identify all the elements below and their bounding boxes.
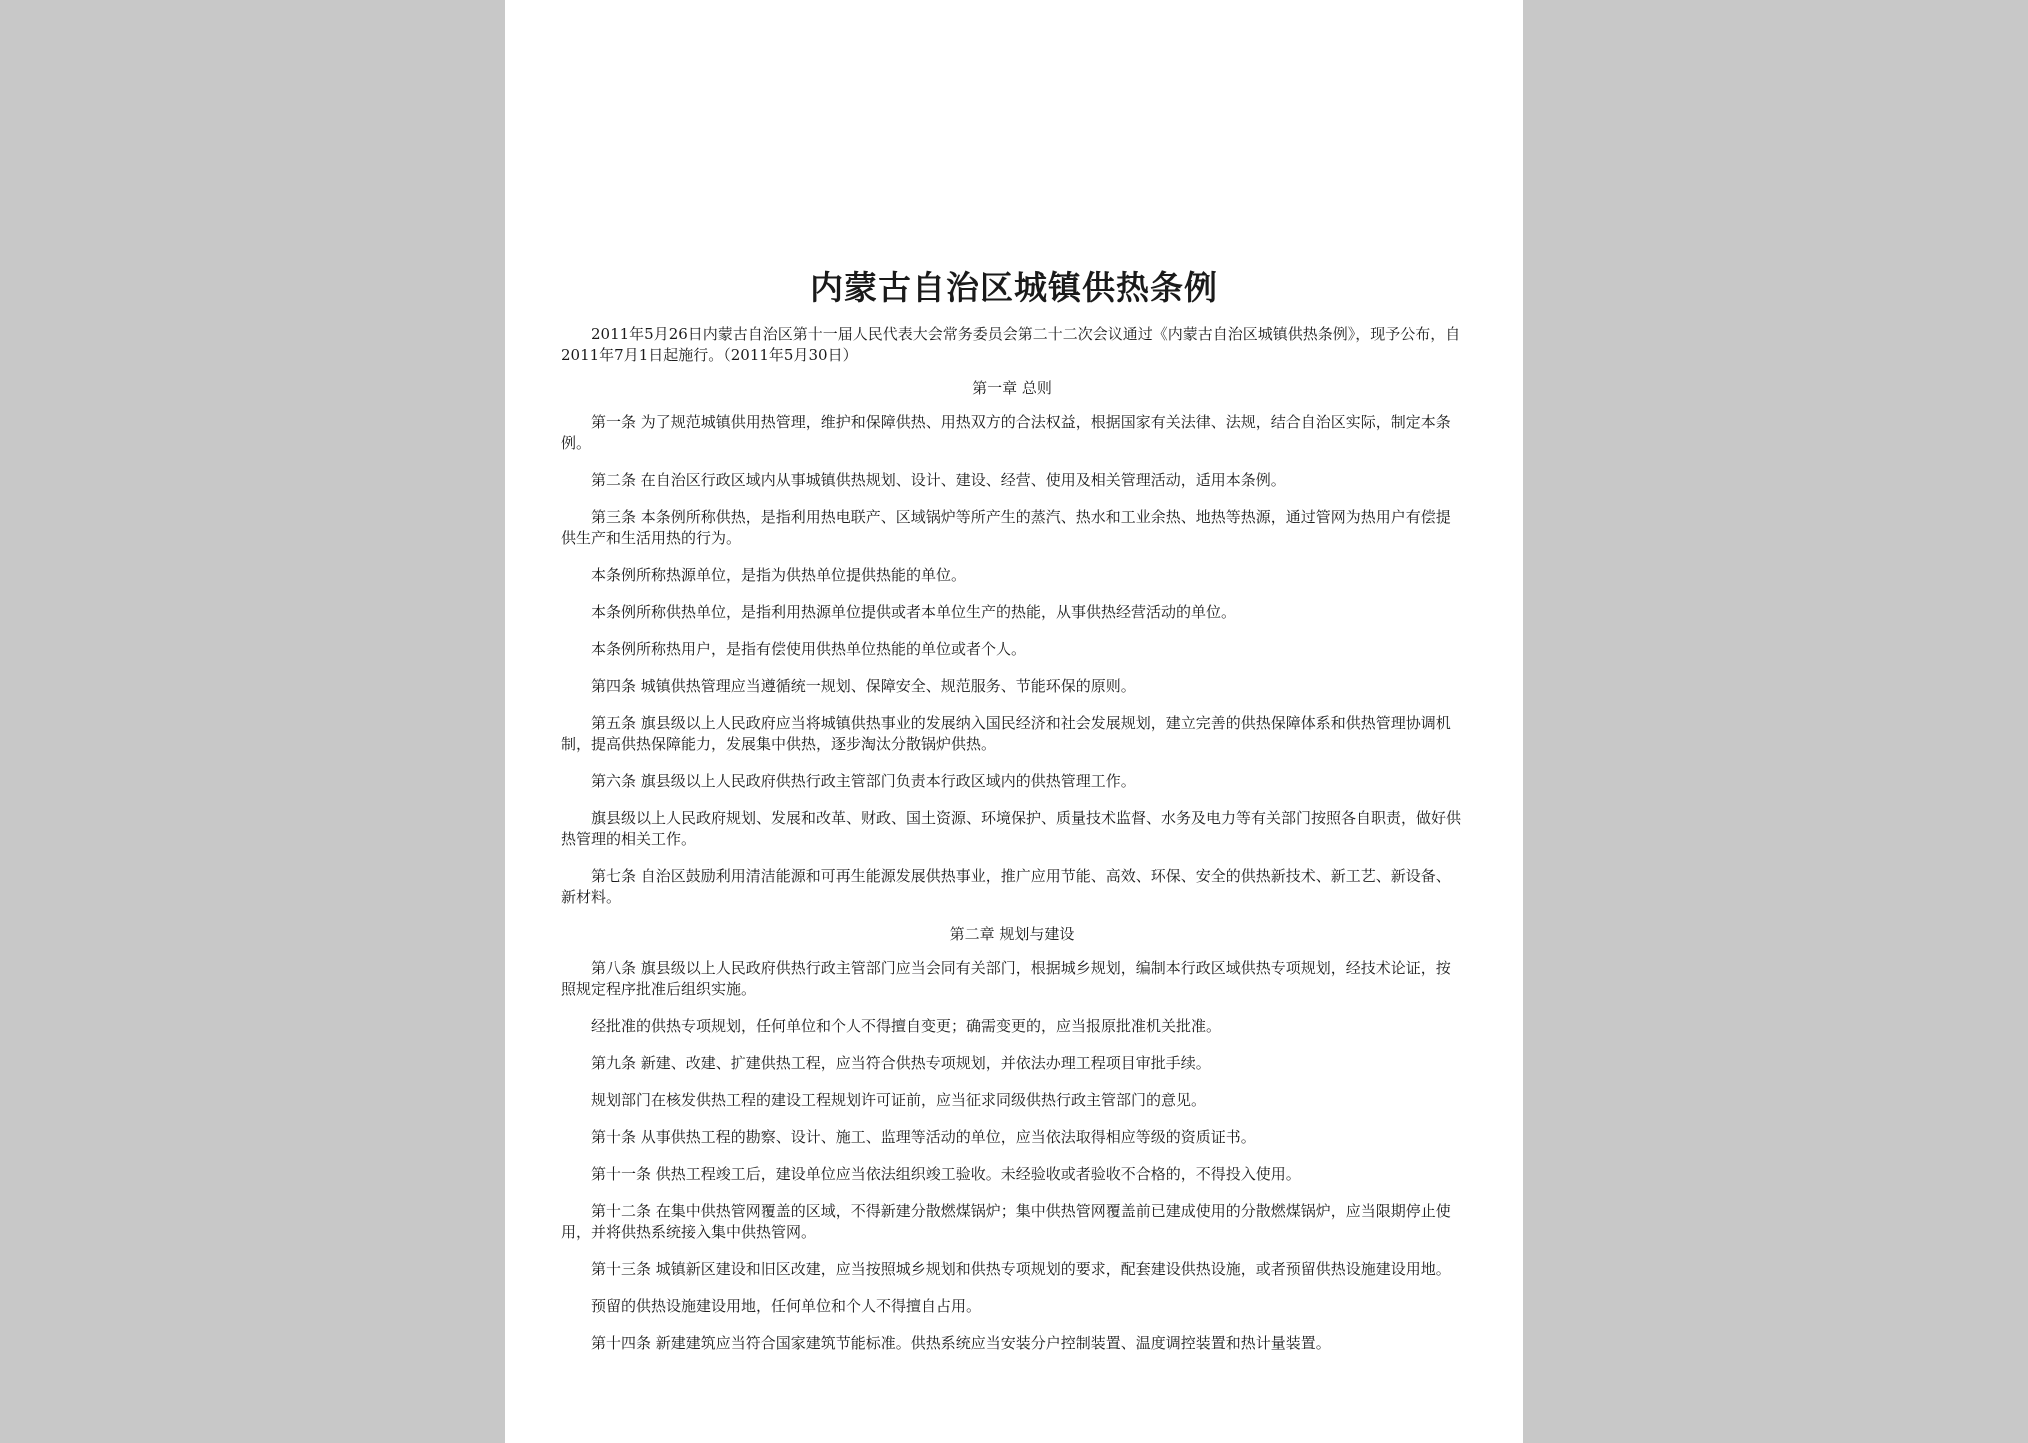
article-paragraph: 第六条 旗县级以上人民政府供热行政主管部门负责本行政区域内的供热管理工作。 bbox=[591, 772, 1136, 790]
article-paragraph: 本条例所称热用户，是指有偿使用供热单位热能的单位或者个人。 bbox=[591, 640, 1027, 658]
article-paragraph: 旗县级以上人民政府规划、发展和改革、财政、国土资源、环境保护、质量技术监督、水务及电力等有关部门按照各自职责，做好供热管理的相关工作。 bbox=[561, 809, 1462, 848]
article-paragraph: 第二条 在自治区行政区域内从事城镇供热规划、设计、建设、经营、使用及相关管理活动，适用本条例。 bbox=[591, 471, 1286, 489]
article-paragraph: 第七条 自治区鼓励利用清洁能源和可再生能源发展供热事业，推广应用节能、高效、环保、安全的供热新技术、新工艺、新设备、新材料。 bbox=[561, 867, 1451, 906]
article-paragraph: 第四条 城镇供热管理应当遵循统一规划、保障安全、规范服务、节能环保的原则。 bbox=[591, 677, 1136, 695]
article-paragraph: 第十三条 城镇新区建设和旧区改建，应当按照城乡规划和供热专项规划的要求，配套建设供热设施，或者预留供热设施建设用地。 bbox=[591, 1260, 1451, 1278]
article-paragraph: 第九条 新建、改建、扩建供热工程，应当符合供热专项规划，并依法办理工程项目审批手续。 bbox=[591, 1054, 1211, 1072]
article-paragraph: 第一条 为了规范城镇供用热管理，维护和保障供热、用热双方的合法权益，根据国家有关法律、法规，结合自治区实际，制定本条例。 bbox=[561, 413, 1451, 452]
article-paragraph: 规划部门在核发供热工程的建设工程规划许可证前，应当征求同级供热行政主管部门的意见。 bbox=[591, 1091, 1207, 1109]
article-paragraph: 本条例所称供热单位，是指利用热源单位提供或者本单位生产的热能，从事供热经营活动的单位。 bbox=[591, 603, 1237, 621]
document-title: 内蒙古自治区城镇供热条例 bbox=[810, 268, 1218, 307]
article-paragraph: 第三条 本条例所称供热，是指利用热电联产、区域锅炉等所产生的蒸汽、热水和工业余热、地热等热源，通过管网为热用户有偿提供生产和生活用热的行为。 bbox=[561, 508, 1451, 547]
article-paragraph: 第十条 从事供热工程的勘察、设计、施工、监理等活动的单位，应当依法取得相应等级的资质证书。 bbox=[591, 1128, 1256, 1146]
chapter-heading: 第二章 规划与建设 bbox=[949, 925, 1075, 943]
preamble: 2011年5月26日内蒙古自治区第十一届人民代表大会常务委员会第二十二次会议通过《内蒙古自治区城镇供热条例》，现予公布，自2011年7月1日起施行。（2011年5月30日） bbox=[561, 325, 1461, 364]
article-paragraph: 第八条 旗县级以上人民政府供热行政主管部门应当会同有关部门，根据城乡规划，编制本行政区域供热专项规划，经技术论证，按照规定程序批准后组织实施。 bbox=[561, 959, 1451, 998]
article-paragraph: 预留的供热设施建设用地，任何单位和个人不得擅自占用。 bbox=[591, 1297, 982, 1315]
article-paragraph: 第十一条 供热工程竣工后，建设单位应当依法组织竣工验收。未经验收或者验收不合格的，不得投入使用。 bbox=[591, 1165, 1301, 1183]
document-page bbox=[505, 0, 1523, 1443]
article-paragraph: 第五条 旗县级以上人民政府应当将城镇供热事业的发展纳入国民经济和社会发展规划，建立完善的供热保障体系和供热管理协调机制，提高供热保障能力，发展集中供热，逐步淘汰分散锅炉供热。 bbox=[561, 714, 1451, 753]
article-paragraph: 第十二条 在集中供热管网覆盖的区域，不得新建分散燃煤锅炉；集中供热管网覆盖前已建成使用的分散燃煤锅炉，应当限期停止使用，并将供热系统接入集中供热管网。 bbox=[561, 1202, 1451, 1241]
document-body bbox=[561, 324, 1463, 1370]
article-paragraph: 本条例所称热源单位，是指为供热单位提供热能的单位。 bbox=[591, 566, 967, 584]
article-paragraph: 第十四条 新建建筑应当符合国家建筑节能标准。供热系统应当安装分户控制装置、温度调控装置和热计量装置。 bbox=[591, 1334, 1331, 1352]
article-paragraph: 经批准的供热专项规划，任何单位和个人不得擅自变更；确需变更的，应当报原批准机关批准。 bbox=[591, 1017, 1222, 1035]
chapter-heading: 第一章 总则 bbox=[972, 379, 1052, 397]
